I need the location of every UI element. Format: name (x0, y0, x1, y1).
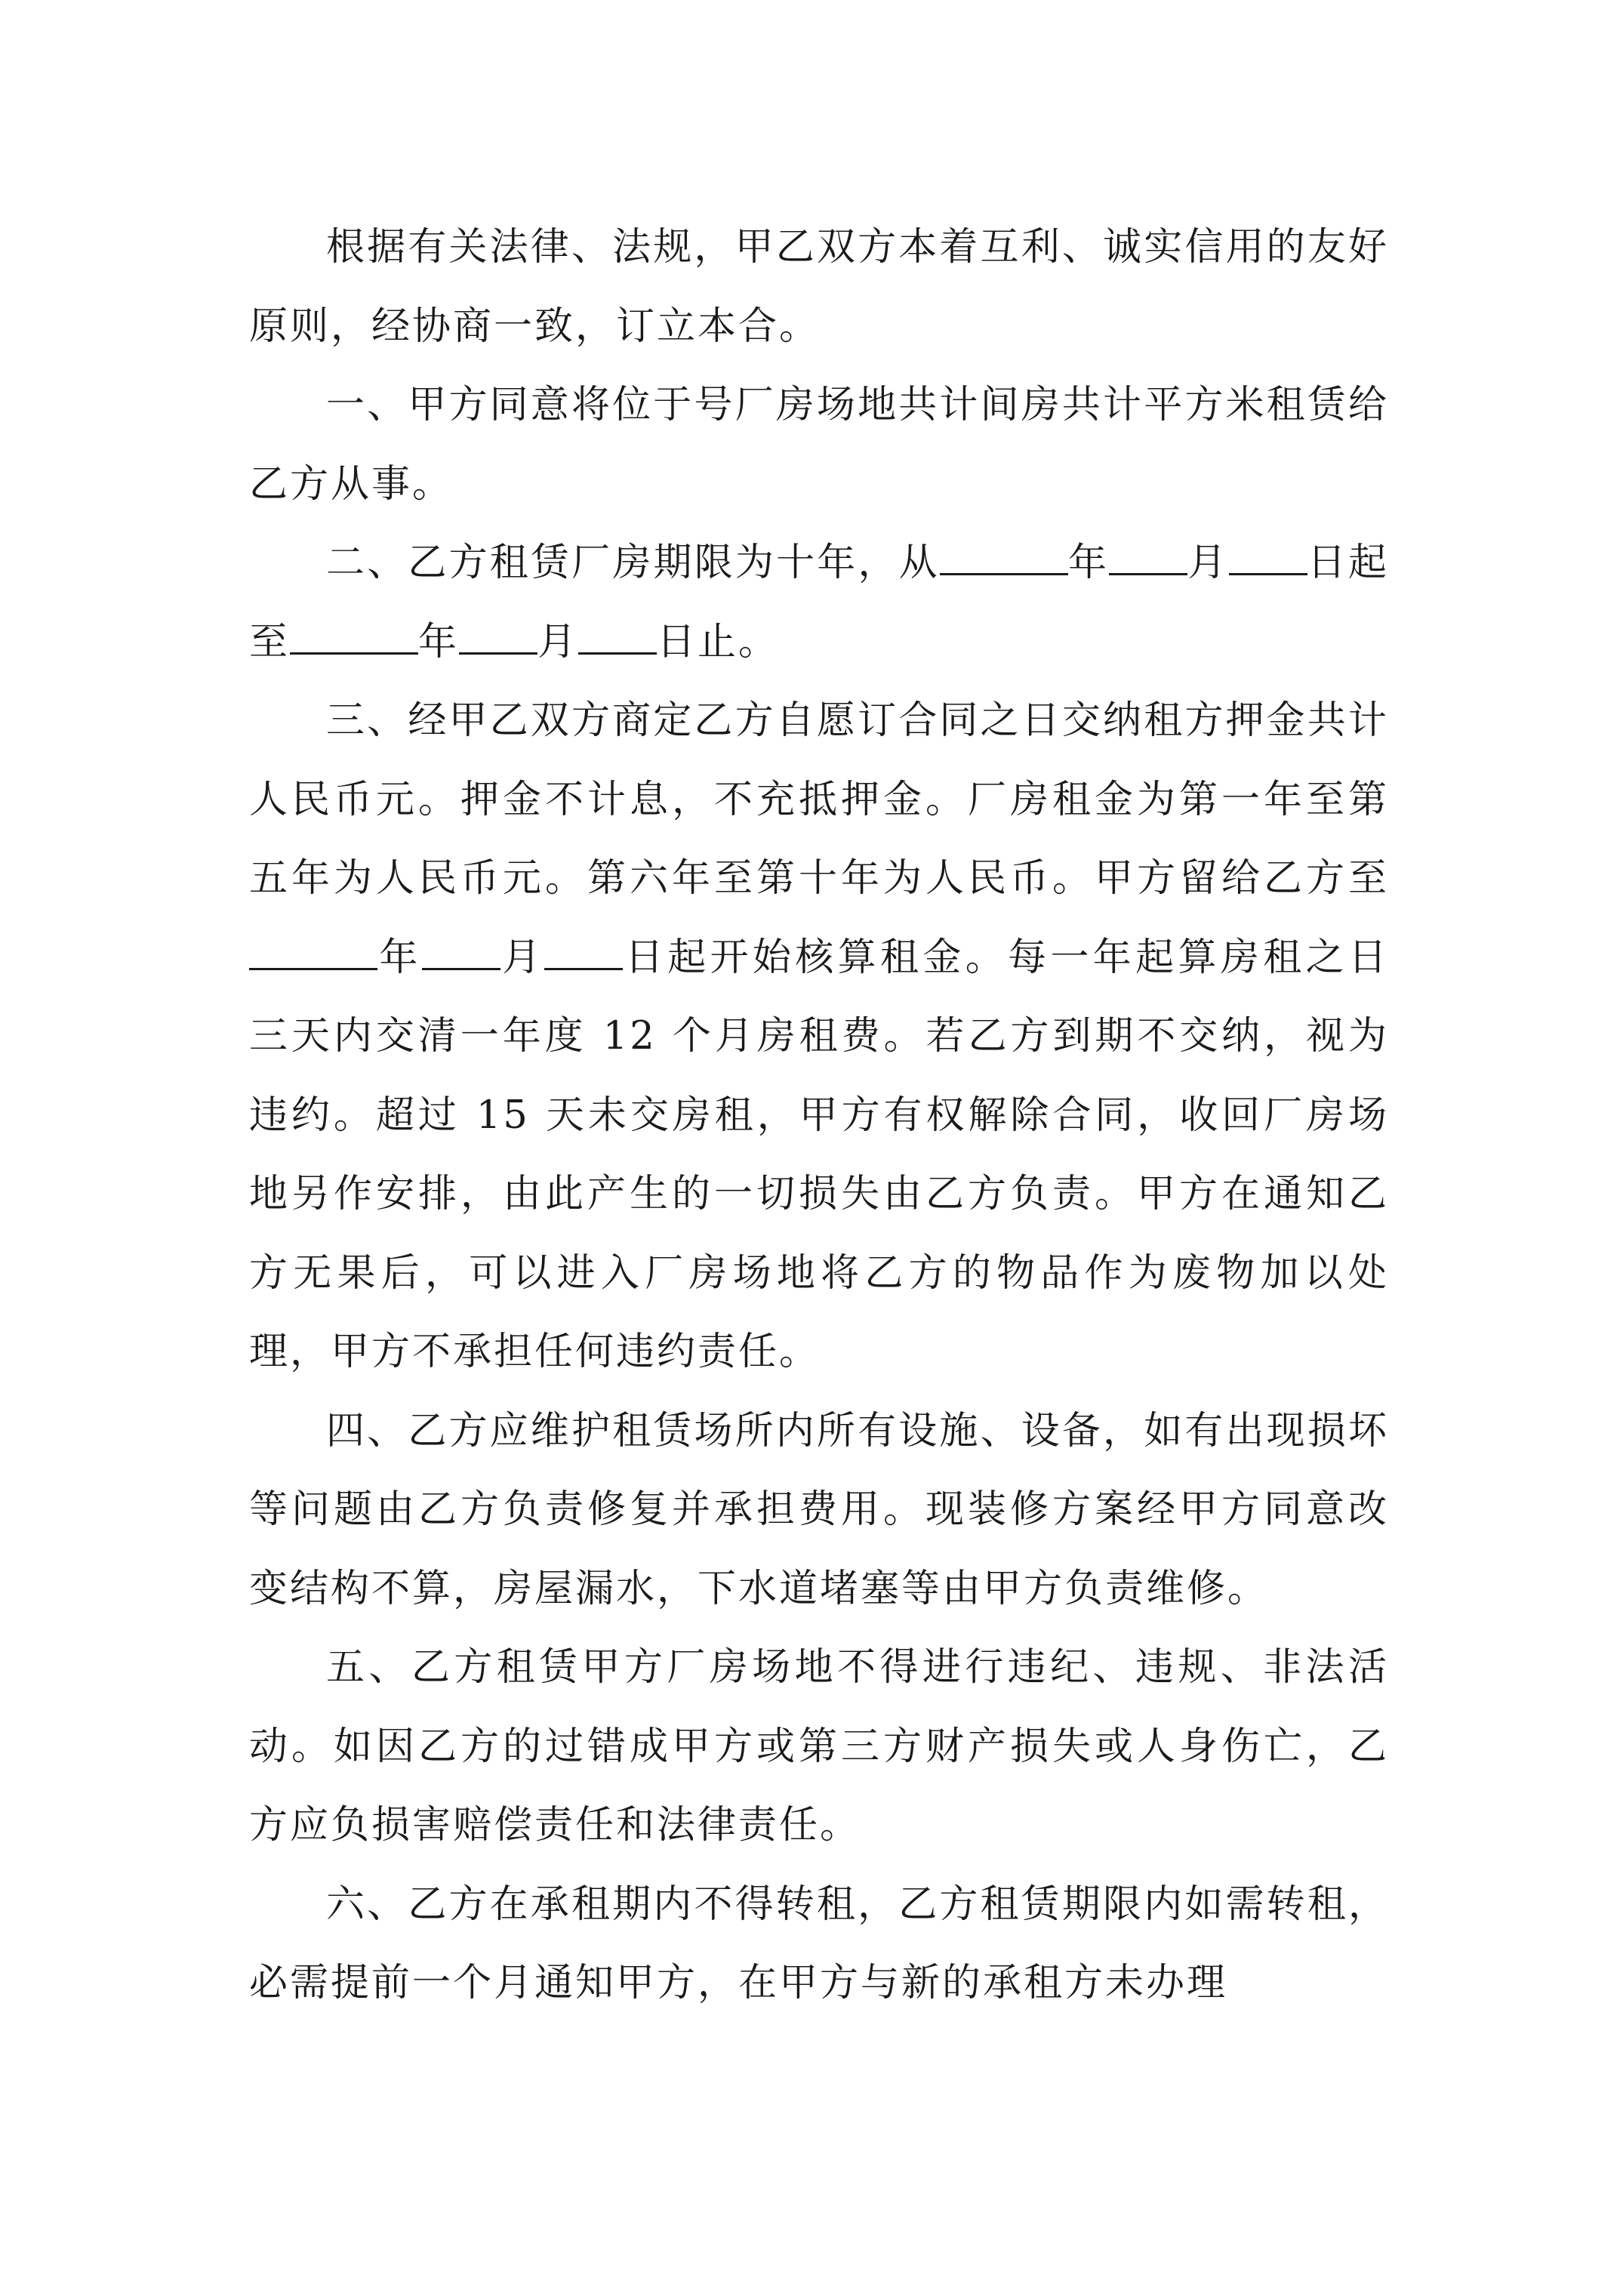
paragraph-text: 二、乙方租赁厂房期限为十年，从 (326, 541, 940, 585)
fill-in-blank-month (422, 931, 500, 969)
paragraph-text: 月 (1187, 541, 1229, 585)
paragraph-text: 一、甲方同意将位于号厂房场地共计间房共计平方米租赁给乙方从事。 (249, 383, 1389, 507)
paragraph-text: 月 (500, 935, 545, 980)
paragraph-preamble (249, 208, 1389, 366)
document-body (249, 208, 1389, 2023)
fill-in-blank-year (249, 931, 377, 969)
paragraph-text: 年 (1067, 541, 1110, 585)
paragraph-text: 年 (418, 619, 460, 664)
fill-in-blank-year (940, 537, 1068, 575)
fill-in-blank-day (578, 615, 657, 654)
paragraph-text: 五、乙方租赁甲方厂房场地不得进行违纪、违规、非法活动。如因乙方的过错成甲方或第三方财产损失或人身伤亡，乙方应负损害赔偿责任和法律责任。 (249, 1645, 1389, 1848)
paragraph-clause-2 (249, 524, 1389, 682)
paragraph-text: 三、经甲乙双方商定乙方自愿订合同之日交纳租方押金共计人民币元。押金不计息，不充抵押金。厂房租金为第一年至第五年为人民币元。第六年至第十年为人民币。甲方留给乙方至 (249, 698, 1389, 901)
paragraph-clause-5 (249, 1629, 1389, 1866)
paragraph-text: 六、乙方在承租期内不得转租，乙方租赁期限内如需转租，必需提前一个月通知甲方，在甲方与新的承租方未办理 (249, 1881, 1389, 2005)
paragraph-clause-3 (249, 682, 1389, 1392)
paragraph-text: 日起开始核算租金。每一年起算房租之日三天内交清一年度 12 个月房租费。若乙方到期不交纳，视为违约。超过 15 天未交房租，甲方有权解除合同，收回厂房场地另作安排，由此产生的一切损失由乙方负责。甲方在通知乙方无果后，可以进入厂房场地将乙方的物品作为废物加以处理，甲方不承担任何违约责任。 (249, 935, 1389, 1374)
paragraph-text: 日起至 (249, 541, 1389, 664)
fill-in-blank-day (1229, 537, 1307, 575)
paragraph-text: 月 (537, 619, 579, 664)
fill-in-blank-month (459, 615, 537, 654)
paragraph-text: 根据有关法律、法规，甲乙双方本着互利、诚实信用的友好原则，经协商一致，订立本合。 (249, 225, 1389, 349)
paragraph-clause-6 (249, 1866, 1389, 2023)
fill-in-blank-month (1109, 537, 1187, 575)
paragraph-text: 年 (377, 935, 422, 980)
paragraph-text: 日止。 (657, 619, 780, 664)
paragraph-clause-4 (249, 1392, 1389, 1629)
fill-in-blank-year (290, 615, 418, 654)
paragraph-text: 四、乙方应维护租赁场所内所有设施、设备，如有出现损坏等问题由乙方负责修复并承担费用。现装修方案经甲方同意改变结构不算，房屋漏水，下水道堵塞等由甲方负责维修。 (249, 1408, 1389, 1611)
fill-in-blank-day (544, 931, 623, 969)
paragraph-clause-1 (249, 366, 1389, 524)
